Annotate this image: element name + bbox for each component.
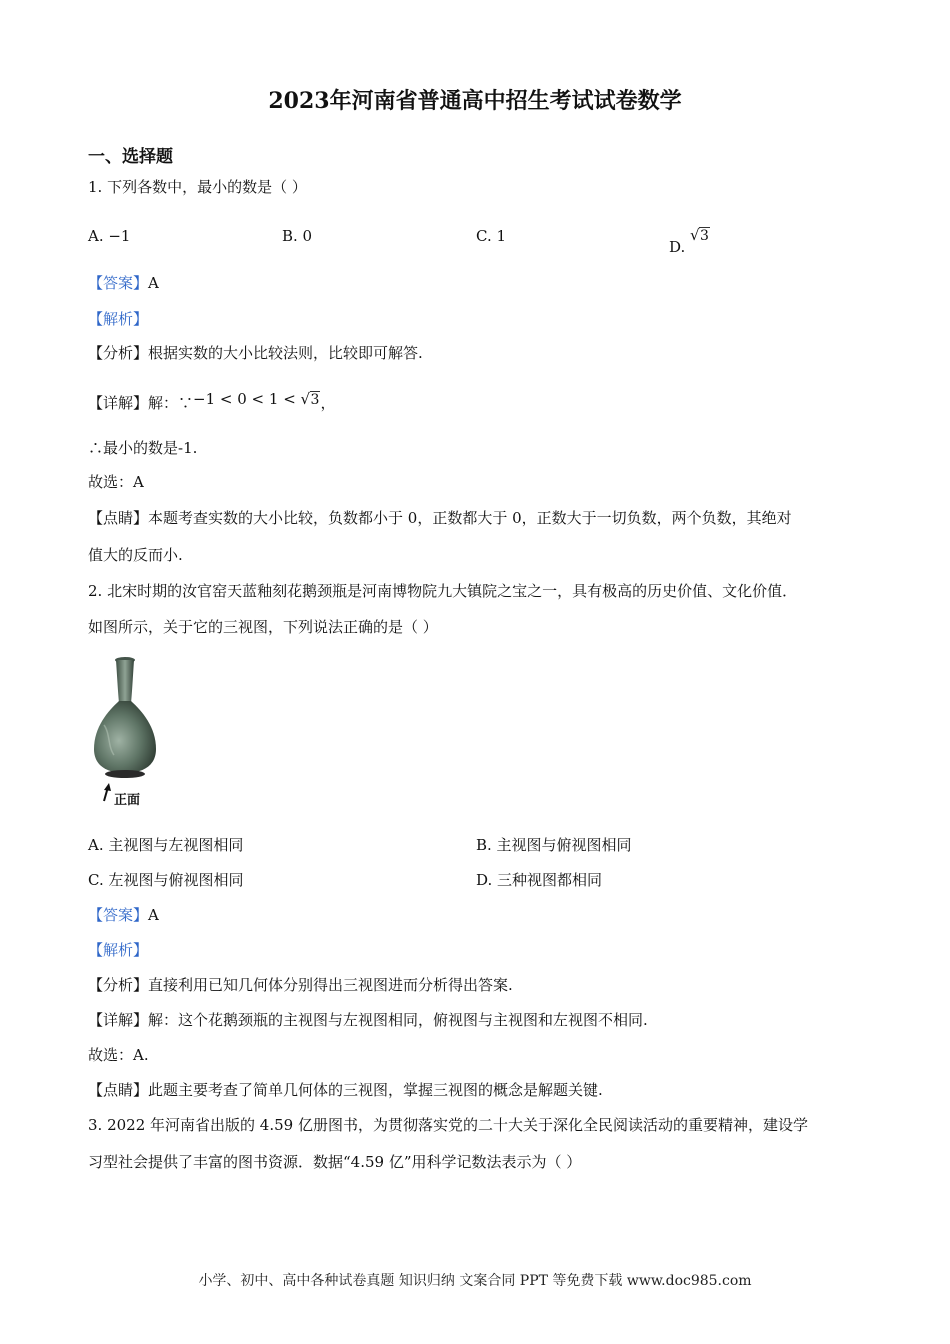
q2-comment-tag: 【点睛】 [88, 1081, 149, 1099]
q2-answer-tag: 【答案】 [88, 906, 149, 924]
q1-comment-line1: 本题考查实数的大小比较，负数都小于 0，正数都大于 0，正数大于一切负数，两个负数，其绝对 [148, 509, 792, 527]
q2-comment-text: 此题主要考查了简单几何体的三视图，掌握三视图的概念是解题关键. [148, 1081, 603, 1099]
q1-option-b: B. 0 [282, 227, 313, 245]
q1-option-c: C. 1 [476, 227, 507, 245]
q2-analysis-tag: 【解析】 [88, 941, 149, 959]
q3-stem-line1: 3. 2022 年河南省出版的 4.59 亿册图书，为贯彻落实党的二十大关于深化全民阅读活动的重要精神，建设学 [88, 1116, 808, 1134]
front-arrow-icon [104, 783, 111, 801]
q2-option-c: C. 左视图与俯视图相同 [88, 871, 244, 889]
q1-detail-inequality: −1 < 0 < 1 < [193, 390, 301, 408]
q2-comment [88, 1080, 603, 1100]
q1-comment-line2: 值大的反而小. [88, 546, 183, 564]
q1-option-d-label: D. [669, 238, 691, 256]
q2-stem-line1: 2. 北宋时期的汝官窑天蓝釉刻花鹅颈瓶是河南博物院九大镇院之宝之一，具有极高的历史价值、文化价值． [88, 582, 798, 600]
q1-choose-prefix: 故选： [88, 473, 134, 491]
q2-fenxi-tag: 【分析】 [88, 976, 149, 994]
q2-answer [88, 905, 159, 925]
section-heading: 一、选择题 [88, 147, 173, 167]
q1-answer [88, 273, 159, 293]
q1-detail-tag: 【详解】 [88, 394, 149, 412]
vase-image [88, 655, 168, 807]
q1-option-a: A. −1 [88, 227, 131, 245]
q1-option-d [669, 226, 710, 257]
q2-stem-line2: 如图所示，关于它的三视图，下列说法正确的是（ ） [88, 618, 438, 636]
page-footer: 小学、初中、高中各种试卷真题 知识归纳 文案合同 PPT 等免费下载 www.doc985.com [198, 1273, 752, 1289]
q2-answer-value: A [148, 906, 159, 924]
q1-choose [88, 472, 144, 492]
q2-detail [88, 1010, 648, 1030]
q1-fenxi [88, 343, 423, 363]
q1-choose-answer: A [133, 473, 144, 491]
q2-vase-figure [88, 655, 168, 807]
q3-stem-line2: 习型社会提供了丰富的图书资源．数据“4.59 亿”用科学记数法表示为（ ） [88, 1153, 582, 1171]
radical-sign-icon: √ [690, 226, 700, 244]
q1-analysis-tag: 【解析】 [88, 310, 149, 328]
q1-detail-prefix: 解：∵ [148, 394, 194, 412]
q2-figure-label: 正面 [114, 793, 141, 808]
q1-detail-suffix: ， [320, 394, 336, 412]
q1-detail [88, 389, 335, 413]
q1-detail-sqrt [301, 390, 321, 410]
q1-conclusion: ∴最小的数是-1. [88, 439, 198, 457]
q1-option-d-sqrt [690, 226, 710, 246]
q1-stem: 1. 下列各数中，最小的数是（ ） [88, 178, 307, 196]
q2-fenxi-text: 直接利用已知几何体分别得出三视图进而分析得出答案. [148, 976, 513, 994]
q2-detail-tag: 【详解】 [88, 1011, 149, 1029]
page-title: 2023年河南省普通高中招生考试试卷数学 [268, 88, 682, 114]
q2-choose: 故选：A. [88, 1046, 149, 1064]
q1-fenxi-text: 根据实数的大小比较法则，比较即可解答. [148, 344, 423, 362]
q2-option-a: A. 主视图与左视图相同 [88, 836, 244, 854]
q1-fenxi-tag: 【分析】 [88, 344, 149, 362]
q1-comment [88, 508, 792, 528]
q1-answer-value: A [148, 274, 159, 292]
q1-answer-tag: 【答案】 [88, 274, 149, 292]
q1-comment-tag: 【点睛】 [88, 509, 149, 527]
q2-option-d: D. 三种视图都相同 [476, 871, 603, 889]
q2-fenxi [88, 975, 513, 995]
q1-detail-radicand: 3 [310, 392, 320, 408]
q2-option-b: B. 主视图与俯视图相同 [476, 836, 632, 854]
q2-detail-text: 解：这个花鹅颈瓶的主视图与左视图相同，俯视图与主视图和左视图不相同. [148, 1011, 648, 1029]
q1-option-d-radicand: 3 [700, 228, 709, 244]
radical-sign-icon: √ [300, 390, 311, 408]
